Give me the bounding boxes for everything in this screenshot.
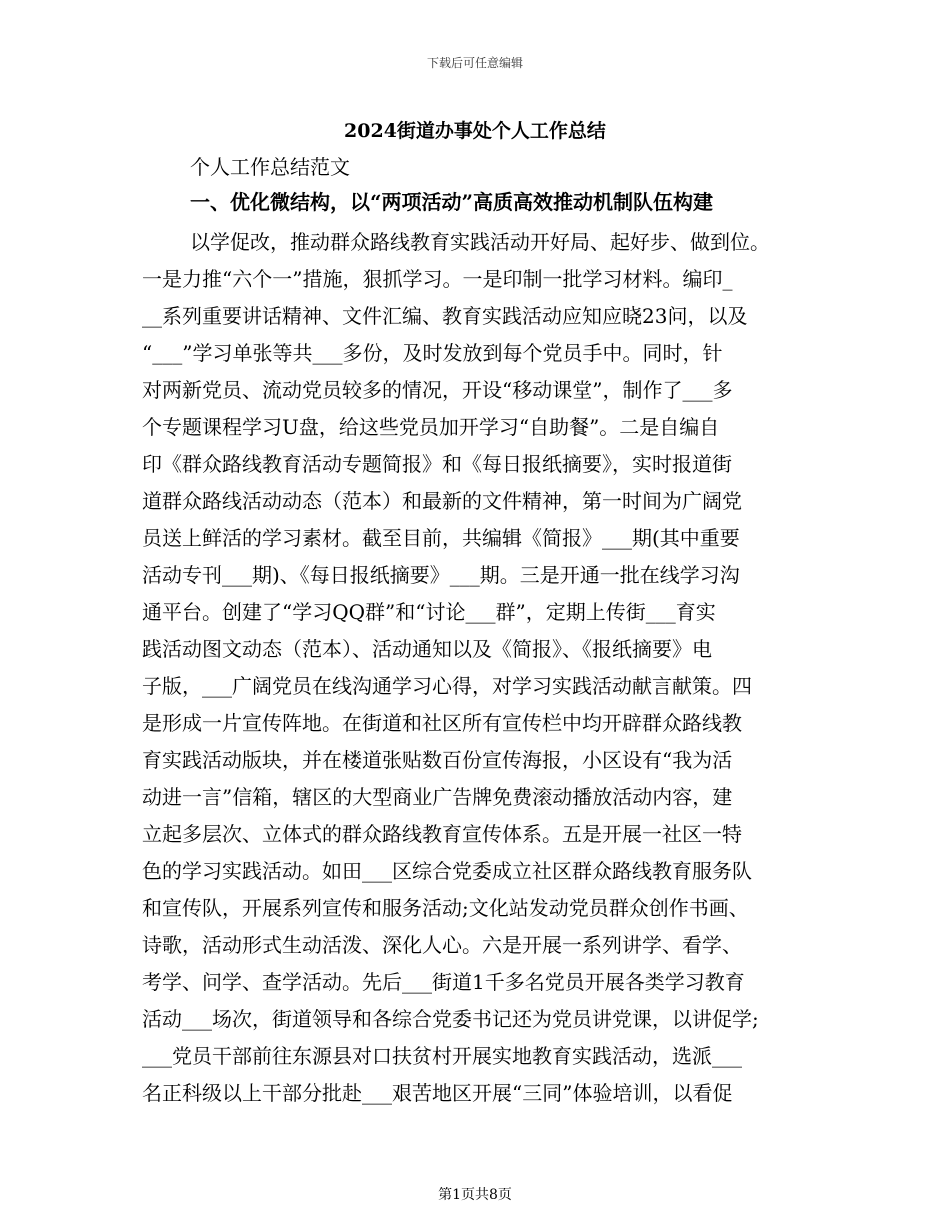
paragraph-line: 育实践活动版块，并在楼道张贴数百份宣传海报，小区设有“我为活 [142,748,733,772]
paragraph-line: 印《群众路线教育活动专题简报》和《每日报纸摘要》，实时报道街 [142,452,732,476]
paragraph-line: 是形成一片宣传阵地。在街道和社区所有宣传栏中均开辟群众路线教 [142,711,742,735]
page-number: 第1页共8页 [438,1187,512,1203]
paragraph-line: 诗歌，活动形式生动活泼、深化人心。六是开展一系列讲学、看学、 [142,933,742,957]
section-heading: 一、优化微结构，以“两项活动”高质高效推动机制队伍构建 [190,190,714,214]
paragraph-line: 个专题课程学习U盘，给这些党员加开学习“自助餐”。二是自编自 [142,415,720,439]
paragraph-line: 以学促改，推动群众路线教育实践活动开好局、起好步、做到位。 [190,230,770,254]
paragraph-line: 活动___场次，街道领导和各综合党委书记还为党员讲党课，以讲促学; [142,1007,759,1031]
paragraph-line: 通平台。创建了“学习QQ群”和“讨论___群”，定期上传街___育实 [142,600,716,624]
paragraph-line: “___”学习单张等共___多份，及时发放到每个党员手中。同时，针 [142,341,723,365]
paragraph-line: 一是力推“六个一”措施，狠抓学习。一是印制一批学习材料。编印_ [142,267,733,291]
paragraph-line: 名正科级以上干部分批赴___艰苦地区开展“三同”体验培训，以看促 [142,1081,733,1105]
document-title: 2024街道办事处个人工作总结 [344,120,606,142]
paragraph-line: 子版，___广阔党员在线沟通学习心得，对学习实践活动献言献策。四 [142,674,752,698]
document-subtitle: 个人工作总结范文 [190,155,350,179]
paragraph-line: 活动专刊___期)、《每日报纸摘要》___期。三是开通一批在线学习沟 [142,563,740,587]
paragraph-line: 动进一言”信箱，辖区的大型商业广告牌免费滚动播放活动内容，建 [142,785,733,809]
paragraph-line: 对两新党员、流动党员较多的情况，开设“移动课堂”，制作了___多 [142,378,733,402]
paragraph-line: 员送上鲜活的学习素材。截至目前，共编辑《简报》___期(其中重要 [142,526,740,550]
body-text [142,226,812,1114]
paragraph-line: 道群众路线活动动态（范本）和最新的文件精神，第一时间为广阔党 [142,489,742,513]
paragraph-line: 立起多层次、立体式的群众路线教育宣传体系。五是开展一社区一特 [142,822,742,846]
paragraph-line: 色的学习实践活动。如田___区综合党委成立社区群众路线教育服务队 [142,859,752,883]
paragraph-line: 和宣传队，开展系列宣传和服务活动;文化站发动党员群众创作书画、 [142,896,749,920]
page-header-note: 下载后可任意编辑 [426,56,523,70]
paragraph-line: 践活动图文动态（范本）、活动通知以及《简报》、《报纸摘要》电 [142,637,712,661]
paragraph-line: ___党员干部前往东源县对口扶贫村开展实地教育实践活动，选派___ [142,1044,742,1068]
paragraph-line: 考学、问学、查学活动。先后___街道1千多名党员开展各类学习教育 [142,970,745,994]
paragraph-line: __系列重要讲话精神、文件汇编、教育实践活动应知应晓23问，以及 [142,304,748,328]
